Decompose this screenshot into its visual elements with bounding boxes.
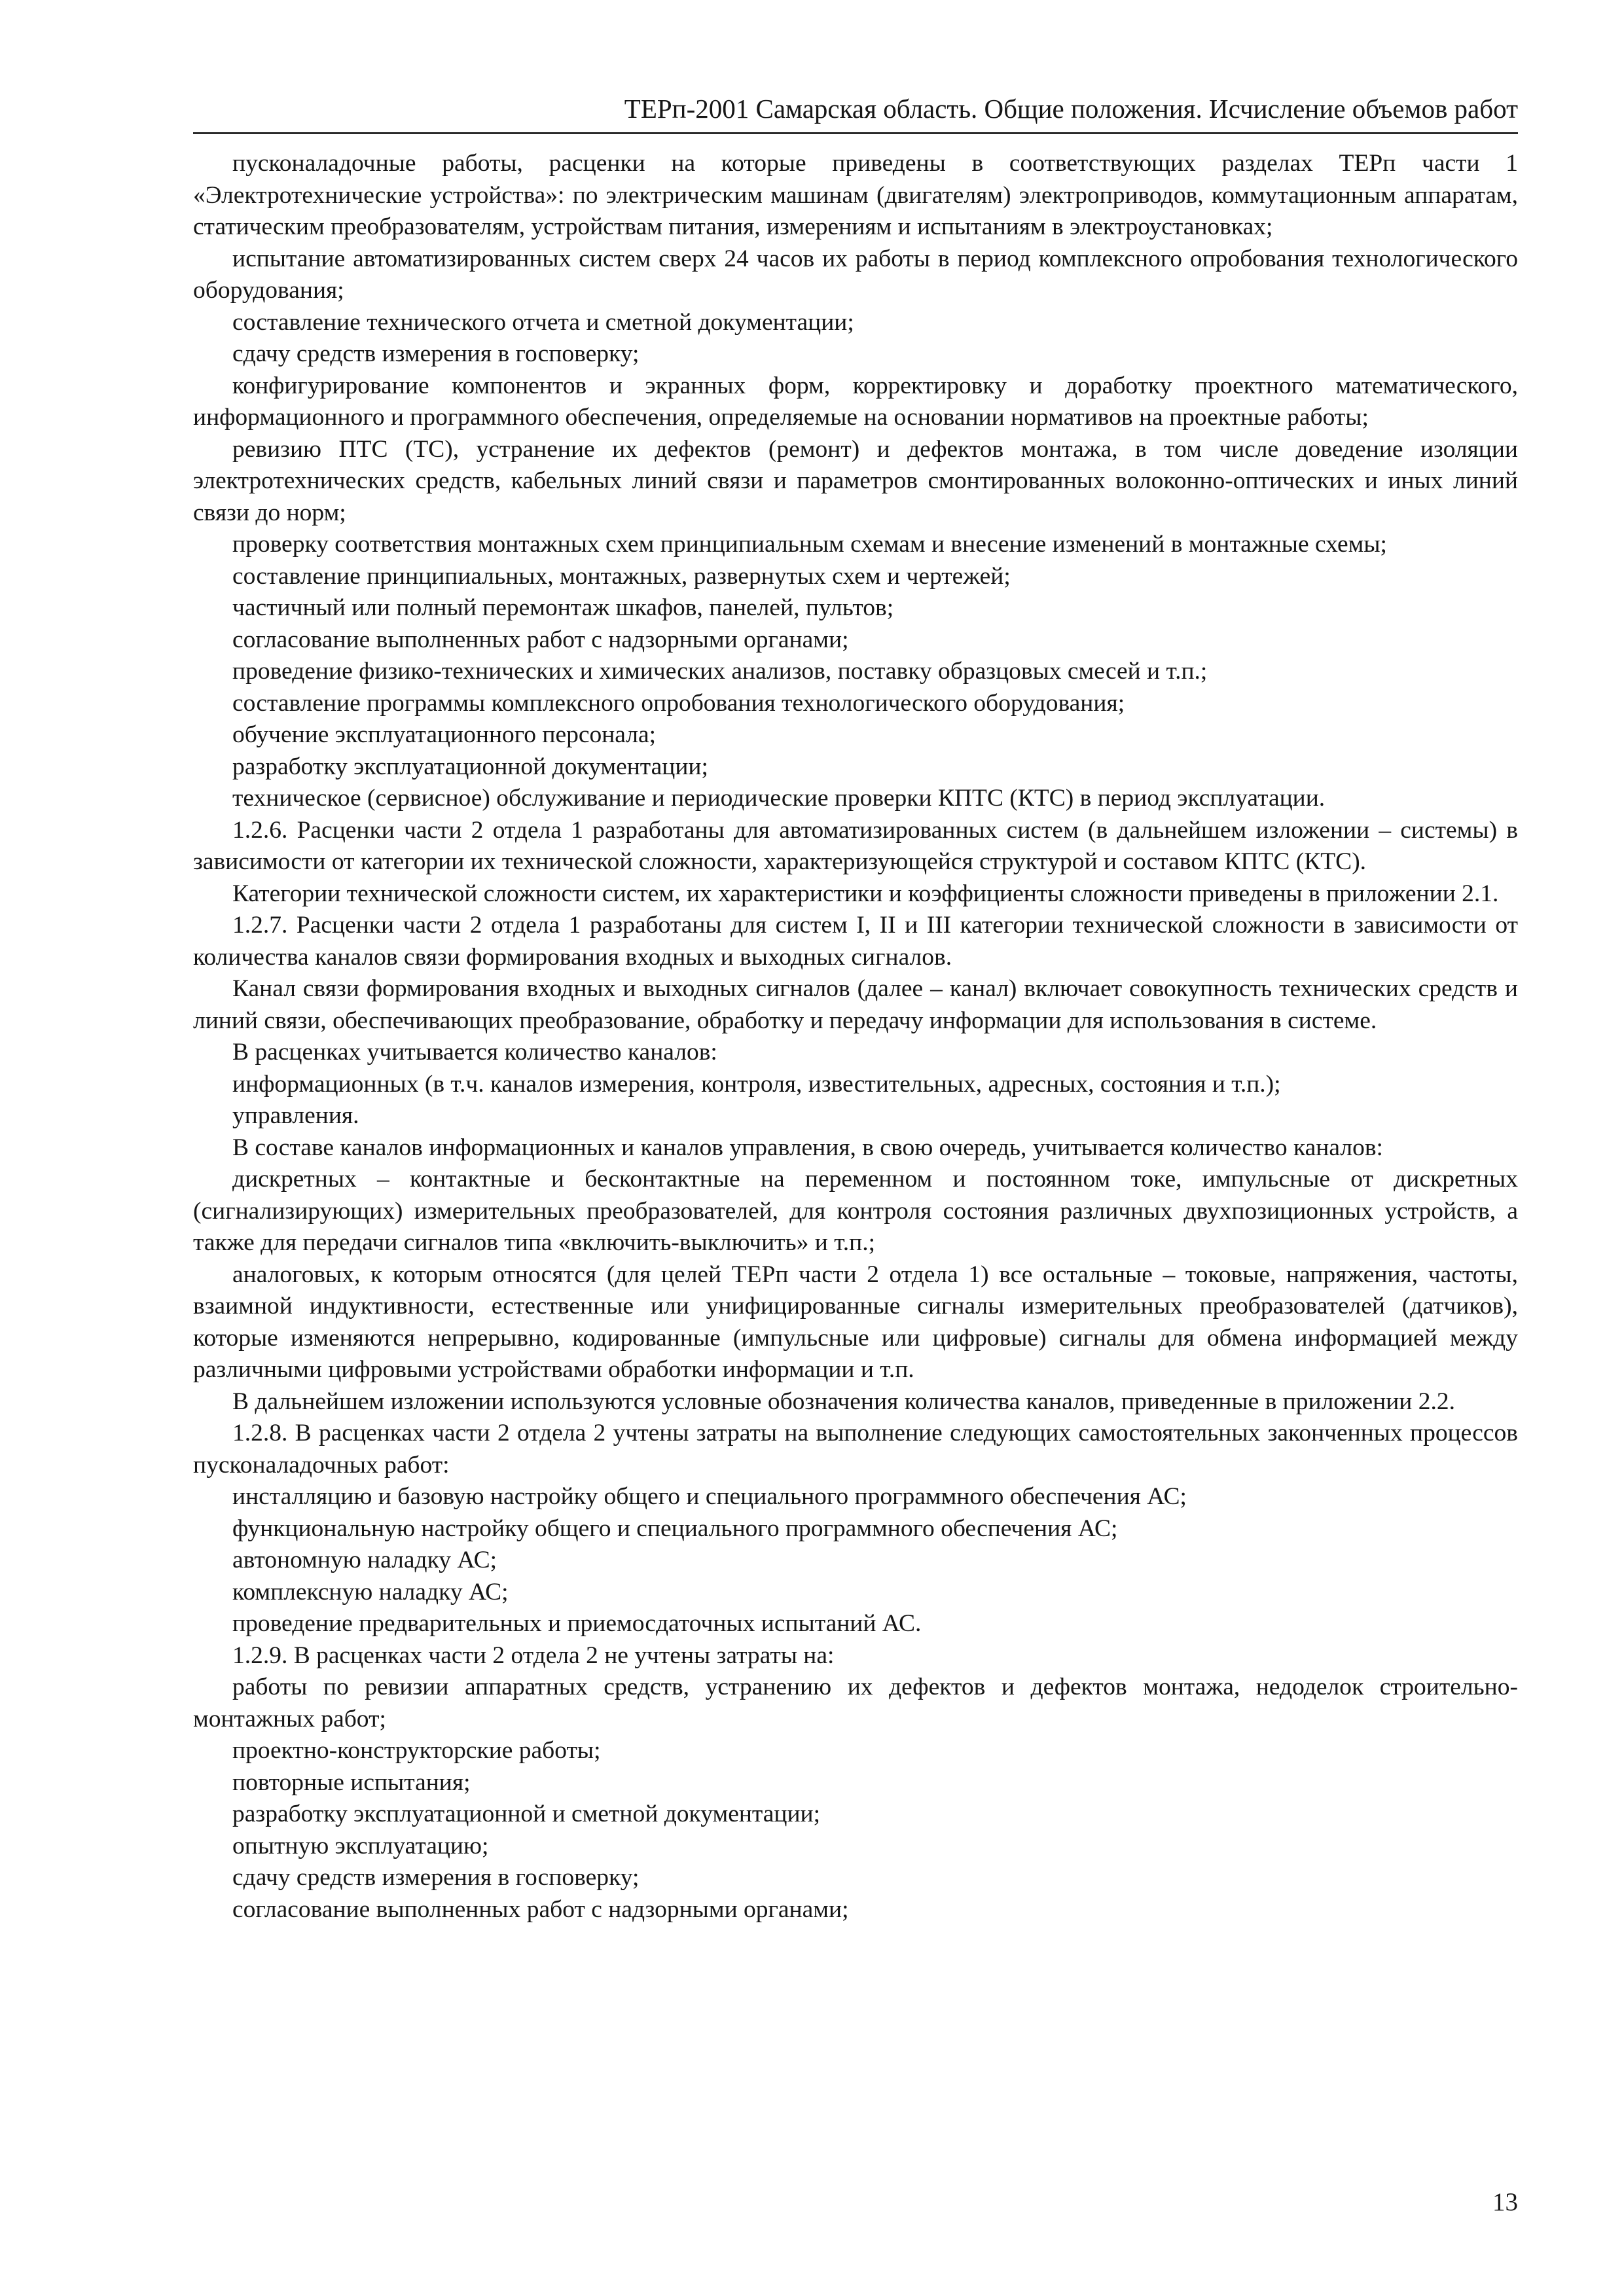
paragraph: проведение предварительных и приемосдаточных испытаний АС. (232, 1610, 922, 1637)
paragraph: разработку эксплуатационной документации; (232, 753, 708, 780)
paragraph: конфигурирование компонентов и экранных форм, корректировку и доработку проектного математического, информационного и программного обеспечения, определяемые на основании нормативов на проектные работы; (193, 372, 1518, 431)
paragraph: составление программы комплексного опробования технологического оборудования; (232, 689, 1125, 717)
paragraph: Канал связи формирования входных и выходных сигналов (далее – канал) включает совокупность технических средств и линий связи, обеспечивающих преобразование, обработку и передачу информации для использования в системе. (193, 975, 1518, 1034)
paragraph: В расценках учитывается количество каналов: (232, 1039, 717, 1066)
paragraph: проектно-конструкторские работы; (232, 1737, 601, 1764)
paragraph: автономную наладку АС; (232, 1547, 497, 1573)
paragraph: проведение физико-технических и химических анализов, поставку образцовых смесей и т.п.; (232, 658, 1208, 685)
paragraph: согласование выполненных работ с надзорными органами; (232, 1895, 849, 1923)
paragraph: комплексную наладку АС; (232, 1578, 509, 1605)
paragraph: частичный или полный перемонтаж шкафов, панелей, пультов; (232, 594, 894, 621)
paragraph: работы по ревизии аппаратных средств, устранению их дефектов и дефектов монтажа, недоделок строительно-монтажных работ; (193, 1674, 1518, 1732)
paragraph: 1.2.9. В расценках части 2 отдела 2 не учтены затраты на: (232, 1641, 835, 1669)
paragraph: составление технического отчета и сметной документации; (232, 308, 854, 336)
paragraph: техническое (сервисное) обслуживание и периодические проверки КПТС (КТС) в период эксплуатации. (232, 785, 1326, 812)
paragraph: 1.2.8. В расценках части 2 отдела 2 учтены затраты на выполнение следующих самостоятельных законченных процессов пусконаладочных работ: (193, 1420, 1518, 1479)
paragraph: дискретных – контактные и бесконтактные на переменном и постоянном токе, импульсные от дискретных (сигнализирующих) измерительных преобразователей, для контроля состояния различных двухпозиционных устройств, а также для передачи сигналов типа «включить-выключить» и т.п.; (193, 1166, 1518, 1256)
document-body (193, 148, 1518, 1926)
paragraph: В дальнейшем изложении используются условные обозначения количества каналов, приведенные в приложении 2.2. (232, 1388, 1455, 1415)
paragraph: В составе каналов информационных и каналов управления, в свою очередь, учитывается количество каналов: (232, 1134, 1383, 1161)
page-number: 13 (1492, 2188, 1518, 2216)
paragraph: сдачу средств измерения в госповерку; (232, 340, 640, 367)
paragraph: 1.2.6. Расценки части 2 отдела 1 разработаны для автоматизированных систем (в дальнейшем изложении – системы) в зависимости от категории их технической сложности, характеризующейся структурой и составом КПТС (КТС). (193, 816, 1518, 875)
paragraph: проверку соответствия монтажных схем принципиальным схемам и внесение изменений в монтажные схемы; (232, 531, 1387, 558)
paragraph: разработку эксплуатационной и сметной документации; (232, 1801, 821, 1827)
paragraph: инсталляцию и базовую настройку общего и специального программного обеспечения АС; (232, 1483, 1187, 1510)
paragraph: 1.2.7. Расценки части 2 отдела 1 разработаны для систем I, II и III категории технической сложности в зависимости от количества каналов связи формирования входных и выходных сигналов. (193, 912, 1518, 971)
paragraph: повторные испытания; (232, 1768, 471, 1796)
running-header: ТЕРп-2001 Самарская область. Общие положения. Исчисление объемов работ (193, 90, 1518, 134)
paragraph: Категории технической сложности систем, их характеристики и коэффициенты сложности приведены в приложении 2.1. (232, 880, 1499, 907)
paragraph: информационных (в т.ч. каналов измерения, контроля, известительных, адресных, состояния и т.п.); (232, 1070, 1281, 1098)
paragraph: ревизию ПТС (ТС), устранение их дефектов (ремонт) и дефектов монтажа, в том числе доведение изоляции электротехнических средств, кабельных линий связи и параметров смонтированных волоконно-оптических и иных линий связи до норм; (193, 435, 1518, 526)
paragraph: сдачу средств измерения в госповерку; (232, 1864, 640, 1891)
paragraph: пусконаладочные работы, расценки на которые приведены в соответствующих разделах ТЕРп части 1 «Электротехнические устройства»: по электрическим машинам (двигателям) электроприводов, коммутационным аппаратам, статическим преобразователям, устройствам питания, измерениям и испытаниям в электроустановках; (193, 150, 1518, 240)
paragraph: опытную эксплуатацию; (232, 1832, 489, 1859)
paragraph: управления. (232, 1102, 359, 1129)
paragraph: составление принципиальных, монтажных, развернутых схем и чертежей; (232, 562, 1011, 590)
paragraph: функциональную настройку общего и специального программного обеспечения АС; (232, 1515, 1118, 1542)
paragraph: аналоговых, к которым относятся (для целей ТЕРп части 2 отдела 1) все остальные – токовые, напряжения, частоты, взаимной индуктивности, естественные или унифицированные сигналы измерительных преобразователей (датчиков), которые изменяются непрерывно, кодированные (импульсные или цифровые) сигналы для обмена информацией между различными цифровыми устройствами обработки информации и т.п. (193, 1261, 1518, 1383)
paragraph: испытание автоматизированных систем сверх 24 часов их работы в период комплексного опробования технологического оборудования; (193, 245, 1518, 304)
paragraph: обучение эксплуатационного персонала; (232, 721, 657, 748)
paragraph: согласование выполненных работ с надзорными органами; (232, 626, 849, 653)
